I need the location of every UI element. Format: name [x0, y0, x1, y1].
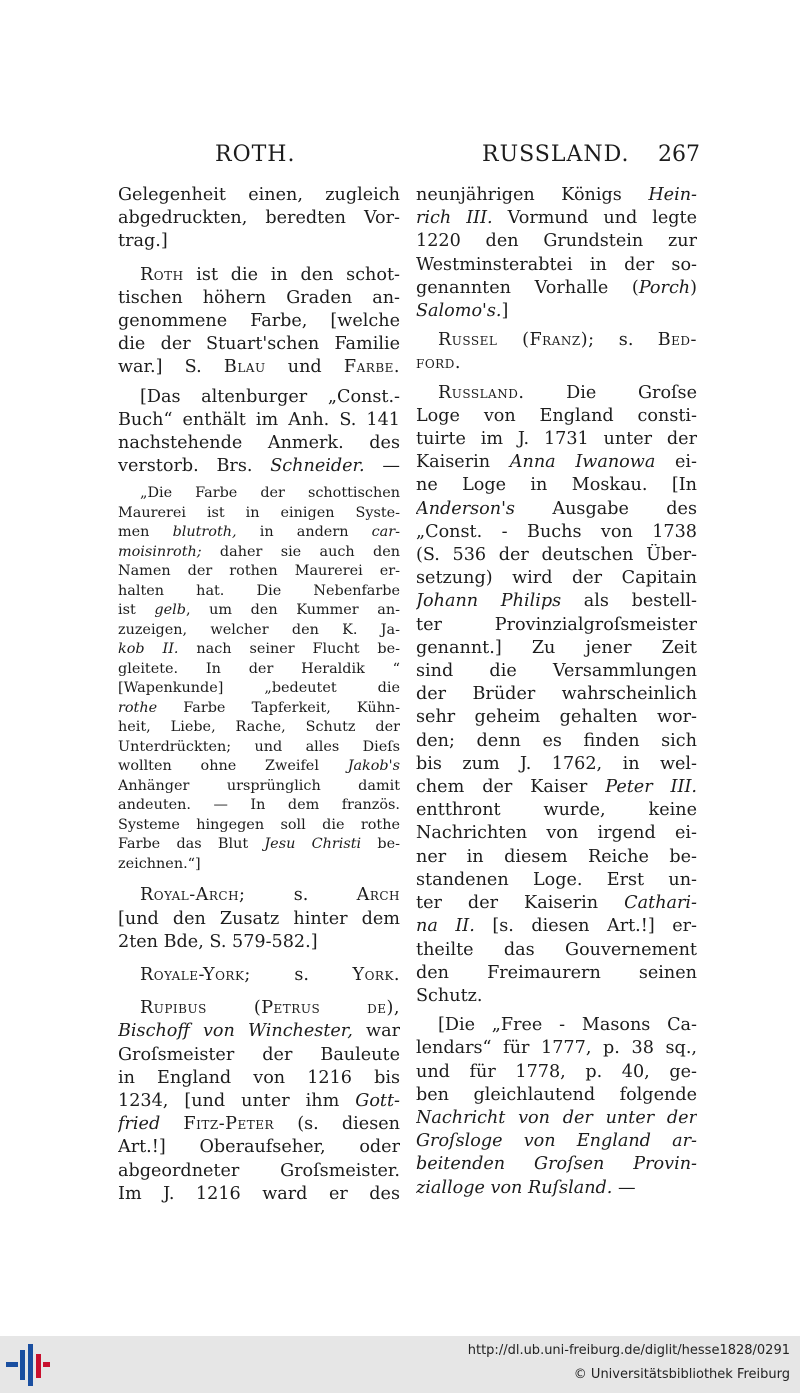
entry-headword: Roth [140, 264, 184, 285]
text-line: ben gleichlautend folgende [416, 1084, 697, 1105]
entry-headword: Russel (Franz); [438, 330, 595, 351]
text-line: Westminsterabtei in der so- [416, 254, 697, 275]
cross-reference: Blau [223, 357, 266, 378]
header-left-keyword: ROTH. [215, 142, 296, 167]
entry-headword: Rupibus (Petrus de), [140, 998, 400, 1019]
text-line: Roth ist die in den schot- [140, 264, 400, 285]
entry-headword: Russland. [438, 382, 525, 403]
text-line: „Die Farbe der schottischen [140, 485, 400, 502]
text-line: Bischoff von Winchester, war [118, 1021, 400, 1042]
text-line: Nachricht von der unter der [416, 1107, 697, 1128]
text-line: fried Fitz-Peter (s. diesen [118, 1114, 400, 1135]
text-line: setzung) wird der Capitain [416, 568, 697, 589]
text-line: entthront wurde, keine [416, 800, 697, 821]
entry-royal-arch [118, 884, 400, 954]
text-line: zialloge von Ruſsland. — [416, 1177, 636, 1198]
text-line: standenen Loge. Erst un- [416, 869, 697, 890]
text-line: Farbe das Blut Jesu Christi be- [118, 836, 400, 853]
viewer-footer-bar [0, 1336, 800, 1393]
entry-headword: Royal-Arch; [140, 885, 246, 906]
text-line: in England von 1216 bis [118, 1067, 400, 1088]
text-line: trag.] [118, 231, 168, 252]
running-header [0, 142, 800, 176]
text-line: gleitete. In der Heraldik “ [118, 660, 400, 677]
text-line: abgedruckten, beredten Vor- [118, 208, 400, 229]
text-line: verstorb. Brs. Schneider. — [118, 456, 400, 477]
library-logo-icon [6, 1344, 50, 1386]
text-line: Namen der rothen Maurerei er- [118, 563, 400, 580]
text-line: Maurerei ist in einigen Syste- [118, 504, 400, 521]
right-column [416, 184, 697, 1200]
entry-free-masons-calendars [416, 1014, 697, 1200]
text-line: tischen höhern Graden an- [118, 287, 400, 308]
text-line: war.] S. Blau und Farbe. [118, 357, 400, 378]
cross-reference: Bed- [657, 330, 697, 351]
text-line: 1220 den Grundstein zur [416, 231, 697, 252]
text-line: ford. [416, 353, 461, 374]
text-line: halten hat. Die Nebenfarbe [118, 582, 400, 599]
text-line: „Const. - Buchs von 1738 [416, 521, 697, 542]
text-line: lendars“ für 1777, p. 38 sq., [416, 1038, 697, 1059]
text-line: [Die „Free - Masons Ca- [438, 1015, 697, 1036]
text-line: rich III. Vormund und legte [416, 208, 697, 229]
text-line: Nachrichten von irgend ei- [416, 823, 697, 844]
text-line: genannten Vorhalle (Porch) [416, 277, 697, 298]
text-line: Kaiserin Anna Iwanowa ei- [416, 452, 697, 473]
text-line: Johann Philips als bestell- [416, 591, 697, 612]
permalink-url[interactable]: http://dl.ub.uni-freiburg.de/diglit/hesse1828/0291 [467, 1343, 790, 1358]
text-line: Royale-York; s. York. [140, 965, 400, 986]
text-line: rothe Farbe Tapferkeit, Kühn- [118, 699, 400, 716]
text-line: Schutz. [416, 985, 483, 1006]
text-line: neunjährigen Königs Hein- [416, 185, 697, 205]
entry-roth [118, 264, 400, 479]
text-line: Salomo's.] [416, 301, 509, 322]
text-line: Russland. Die Groſse [438, 382, 697, 403]
text-line: [Wapenkunde] „bedeutet die [118, 680, 400, 697]
text-line: genommene Farbe, [welche [118, 311, 400, 332]
text-line: wollten ohne Zweifel Jakob's [118, 758, 400, 775]
text-line: Systeme hingegen soll die rothe [118, 816, 400, 833]
text-line: Loge von England consti- [416, 405, 697, 426]
left-column [118, 184, 400, 1206]
text-line: 1234, [und unter ihm Gott- [118, 1091, 400, 1112]
text-line: (S. 536 der deutschen Über- [416, 545, 697, 566]
text-line: beitenden Groſsen Provin- [416, 1154, 697, 1175]
text-line: heit, Liebe, Rache, Schutz der [118, 719, 400, 736]
text-line: Russel (Franz); s. Bed- [438, 330, 697, 351]
text-line: Groſsloge von England ar- [416, 1131, 697, 1152]
text-line: nachstehende Anmerk. des [118, 433, 400, 454]
text-line: und für 1778, p. 40, ge- [416, 1061, 697, 1082]
entry-rupibus [118, 997, 400, 1206]
text-line: die der Stuart'schen Familie [118, 334, 400, 355]
text-line: sehr geheim gehalten wor- [416, 707, 697, 728]
text-line: na II. [s. diesen Art.!] er- [416, 916, 697, 937]
text-line: tuirte im J. 1731 unter der [416, 429, 697, 450]
text-line: den; denn es finden sich [416, 730, 697, 751]
text-line: den Freimaurern seinen [416, 962, 697, 983]
text-line: zeichnen.“] [118, 855, 201, 872]
text-line: abgeordneter Groſsmeister. [118, 1160, 400, 1181]
entry-headword: Royale-York; [140, 965, 251, 986]
text-line: Anhänger ursprünglich damit [118, 777, 400, 794]
cross-reference: Farbe. [343, 357, 400, 378]
text-line: [Das altenburger „Const.- [140, 386, 400, 407]
copyright-notice: © Universitätsbibliothek Freiburg [573, 1367, 790, 1382]
page-number: 267 [658, 142, 700, 167]
text-line: ne Loge in Moskau. [In [416, 475, 697, 496]
text-line: Buch“ enthält im Anh. S. 141 [118, 409, 400, 430]
text-line: Gelegenheit einen, zugleich [118, 185, 400, 205]
text-line: ist gelb, um den Kummer an- [118, 602, 400, 619]
text-line: theilte das Gouvernement [416, 939, 697, 960]
text-line: Royal-Arch; s. Arch [140, 885, 400, 906]
text-line: ter der Kaiserin Cathari- [416, 893, 697, 914]
text-line: [und den Zusatz hinter dem [118, 908, 400, 929]
text-line: Unterdrückten; und alles Dieſs [118, 738, 400, 755]
entry-russel [416, 329, 697, 375]
text-line: 2ten Bde, S. 579-582.] [118, 931, 318, 952]
cross-reference: Arch [356, 885, 400, 906]
text-line: andeuten. — In dem französ. [118, 797, 400, 814]
text-line: bis zum J. 1762, in wel- [416, 753, 697, 774]
text-line: Anderson's Ausgabe des [416, 498, 697, 519]
text-line: ner in diesem Reiche be- [416, 846, 697, 867]
text-line: zuzeigen, welcher den K. Ja- [118, 621, 400, 638]
header-right-keyword: RUSSLAND. [482, 142, 630, 167]
entry-royale-york [118, 964, 400, 987]
text-line: sind die Versammlungen [416, 661, 697, 682]
text-line: Art.!] Oberaufseher, oder [118, 1137, 400, 1158]
cross-reference: York. [352, 965, 400, 986]
text-line: ter Provinzialgroſsmeister [416, 614, 697, 635]
text-line: Im J. 1216 ward er des [118, 1183, 400, 1204]
entry-russland [416, 382, 697, 1008]
text-line: genannt.] Zu jener Zeit [416, 637, 697, 658]
text-line: kob II. nach seiner Flucht be- [118, 641, 400, 658]
text-line: Groſsmeister der Bauleute [118, 1044, 400, 1065]
text-line: moisinroth; daher sie auch den [118, 543, 400, 560]
text-line: chem der Kaiser Peter III. [416, 777, 697, 798]
text-line: der Brüder wahrscheinlich [416, 684, 697, 705]
quotation-block [118, 484, 400, 874]
text-line: men blutroth, in andern car- [118, 524, 400, 541]
